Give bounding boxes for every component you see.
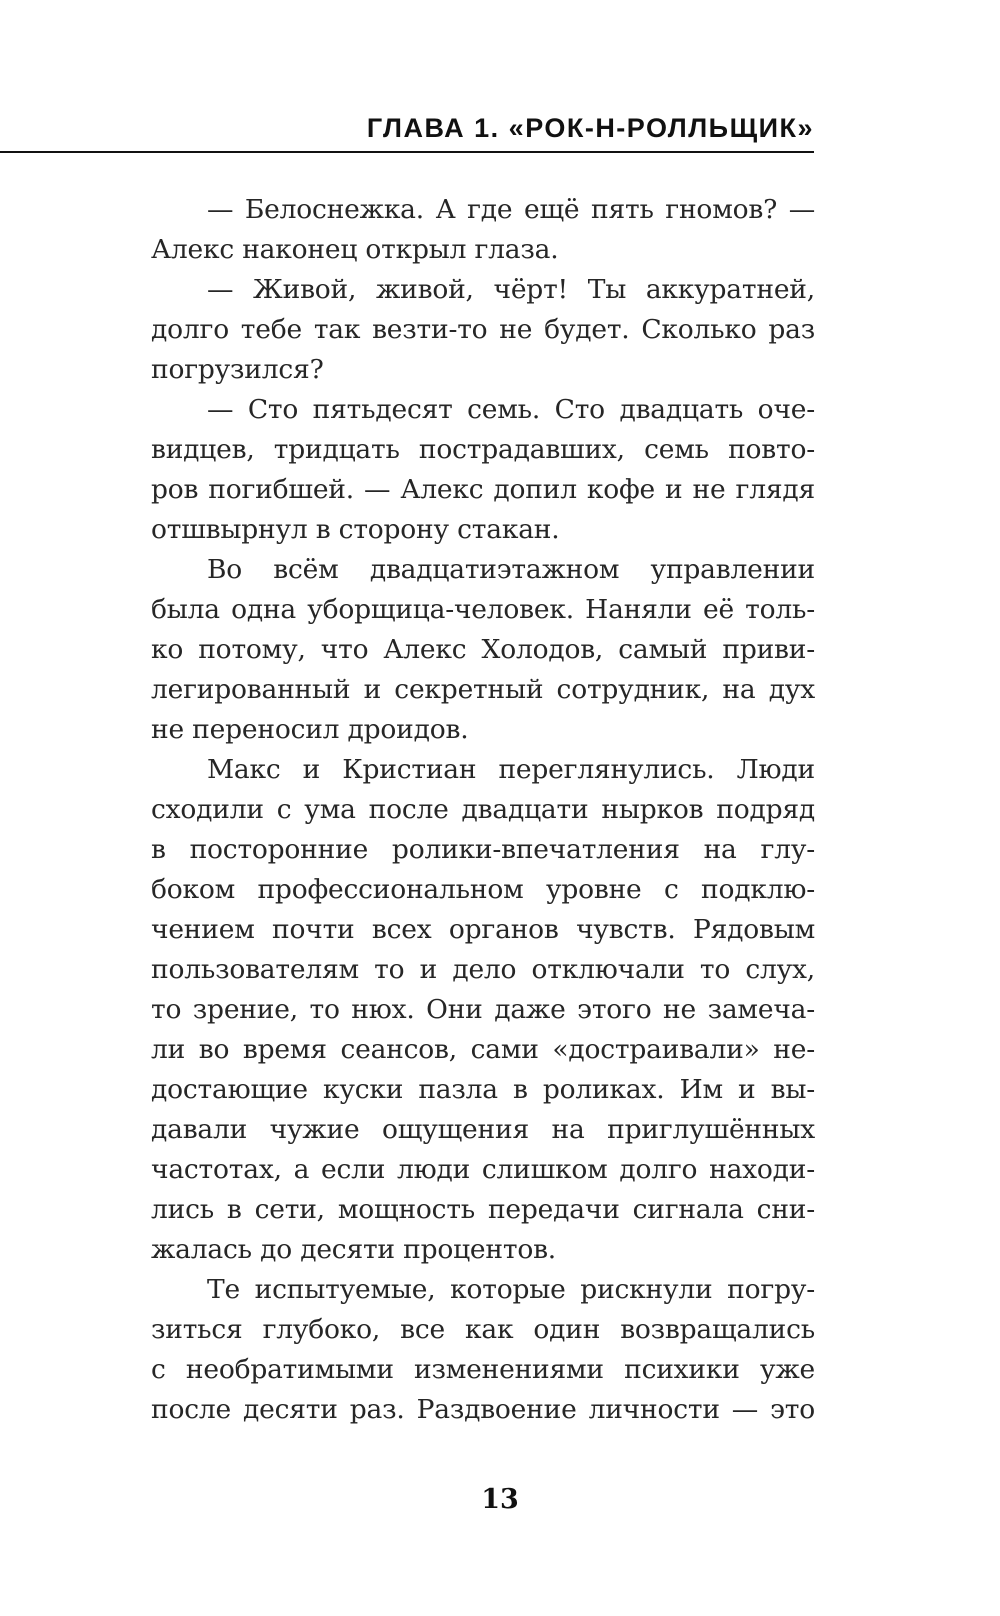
text-line: сходили с ума после двадцати нырков подряд — [151, 794, 815, 825]
text-line: была одна уборщица-человек. Наняли её толь- — [151, 594, 815, 625]
header-rule — [0, 151, 814, 153]
text-line: достающие куски пазла в роликах. Им и вы- — [151, 1074, 815, 1105]
text-line: после десяти раз. Раздвоение личности — это — [151, 1394, 815, 1425]
text-line: ров погибшей. — Алекс допил кофе и не глядя — [151, 474, 815, 505]
page-number: 13 — [481, 1484, 519, 1515]
text-line: легированный и секретный сотрудник, на дух — [151, 674, 815, 705]
text-line: — Живой, живой, чёрт! Ты аккуратней, — [207, 274, 815, 305]
text-line: ко потому, что Алекс Холодов, самый приви- — [151, 634, 815, 665]
text-line: — Сто пятьдесят семь. Сто двадцать оче- — [207, 394, 815, 425]
text-line: с необратимыми изменениями психики уже — [151, 1354, 815, 1385]
text-line: погрузился? — [151, 354, 324, 385]
text-line: Те испытуемые, которые рискнули погру- — [207, 1274, 815, 1305]
text-line: не переносил дроидов. — [151, 714, 469, 745]
text-line: зиться глубоко, все как один возвращались — [151, 1314, 815, 1345]
text-line: в посторонние ролики-впечатления на глу- — [151, 834, 815, 865]
text-line: лись в сети, мощность передачи сигнала сни- — [151, 1194, 815, 1225]
text-line: Алекс наконец открыл глаза. — [151, 234, 559, 265]
text-line: видцев, тридцать пострадавших, семь повто- — [151, 434, 815, 465]
body-text — [151, 190, 815, 1430]
text-line: долго тебе так везти-то не будет. Сколько раз — [151, 314, 815, 345]
text-line: боком профессиональном уровне с подклю- — [151, 874, 815, 905]
text-line: частотах, а если люди слишком долго находи- — [151, 1154, 815, 1185]
text-line: ли во время сеансов, сами «достраивали» не- — [151, 1034, 815, 1065]
text-line: Во всём двадцатиэтажном управлении — [207, 554, 815, 585]
text-line: отшвырнул в сторону стакан. — [151, 514, 560, 545]
text-line: пользователям то и дело отключали то слух, — [151, 954, 815, 985]
text-line: Макс и Кристиан переглянулись. Люди — [207, 754, 815, 785]
text-line: чением почти всех органов чувств. Рядовым — [151, 914, 815, 945]
running-head: ГЛАВА 1. «РОК-Н-РОЛЛЬЩИК» — [366, 113, 814, 143]
text-line: давали чужие ощущения на приглушённых — [151, 1114, 815, 1145]
text-line: жалась до десяти процентов. — [151, 1234, 557, 1265]
text-line: то зрение, то нюх. Они даже этого не замеча- — [151, 994, 815, 1025]
text-line: — Белоснежка. А где ещё пять гномов? — — [207, 194, 815, 225]
